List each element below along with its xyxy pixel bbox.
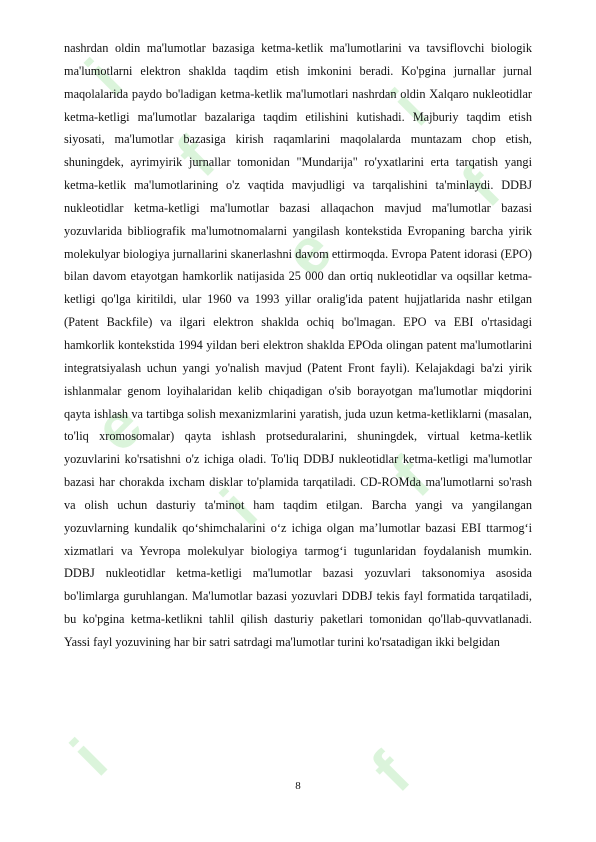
body-text: nashrdan oldin ma'lumotlar bazasiga ketma-ketlik ma'lumotlarini va tavsiflovchi biologik ma'lumotlarni elektron shaklda taqdim etish imkonini beradi. Ko'pgina jurnallar jurnal maqolalarida paydo bo'ladigan ketma-ketlik ma'lumotlari nashrdan oldin Xalqaro nukleotidlar ketma-ketligi ma'lumotlar bazalariga taqdim etilishini kutishadi. Majburiy taqdim etish siyosati, ma'lumotlar bazasiga kirish raqamlarini maqolalarda muntazam chop etish, shuningdek, ayrimyirik jurnallar tomonidan "Mundarija" ro'yxatlarini erta tarqatish yangi ketma-ketlik ma'lumotlarining o'z vaqtida mavjudligi va tarqalishini ta'minlaydi. DDBJ nukleotidlar ketma-ketligi ma'lumotlar bazasi allaqachon mavjud ma'lumotlar bazasi yozuvlarida bibliografik ma'lumotnomalarni yangilash kontekstida Evropaning barcha yirik molekulyar biologiya jurnallarini skanerlashni davom ettirmoqda. Evropa Patent idorasi (EPO) bilan davom etayotgan hamkorlik natijasida 25 000 dan ortiq nukleotidlar va oqsillar ketma-ketligi qo'lga kiritildi, ular 1960 va 1993 yillar oralig'ida patent hujjatlarida nashr etilgan (Patent Backfile) va ilgari elektron shaklda ochiq bo'lmagan. EPO va EBI o'rtasidagi hamkorlik kontekstida 1994 yildan beri elektron shaklda EPOda olingan patent ma'lumotlarini integratsiyalash uchun yangi yo'nalish mavjud (Patent Front fayli). Kelajakdagi ba'zi yirik ishlanmalar genom loyihalaridan kelib chiqadigan o'sib borayotgan ma'lumotlar miqdorini qayta ishlash va tartibga solish mexanizmlarini yaratish, juda uzun ketma-ketliklarni (masalan, to'liq xromosomalar) qayta ishlash protseduralarini, shuningdek, virtual ketma-ketlik yozuvlarini ko'rsatishni o'z ichiga oladi. To'liq DDBJ nukleotidlar ketma-ketligi ma'lumotlar bazasi har chorakda ixcham disklar to'plamida tarqatiladi. CD-ROMda ma'lumotlarni so'rash va olish uchun dasturiy ta'minot ham taqdim etilgan. Barcha yangi va yangilangan yozuvlarning kundalik qo‘shimchalarini o‘z ichiga olgan ma’lumotlar bazasi EBI ttarmog‘i xizmatlari va Yevropa molekulyar biologiya tarmog‘i tugunlaridan foydalanish mumkin. DDBJ nukleotidlar ketma-ketligi ma'lumotlar bazasi yozuvlari taksonomiya asosida bo'limlarga guruhlangan. Ma'lumotlar bazasi yozuvlari DDBJ tekis fayl formatida tarqatiladi, bu ko'pgina ketma-ketlikni tahlil qilish dasturiy paketlari tomonidan qo'llab-quvvatlanadi. Yassi fayl yozuvining har bir satri satrdagi ma'lumotlar turini ko'rsatadigan ikki belgidan — [64, 41, 532, 649]
watermark-mark: e — [269, 213, 346, 291]
watermark-mark: e — [79, 388, 156, 466]
watermark-mark: i — [377, 75, 441, 139]
watermark-mark: f — [357, 739, 424, 805]
watermark-mark: i — [207, 475, 271, 539]
watermark-mark: f — [162, 124, 229, 190]
watermark-mark: f — [447, 154, 514, 220]
watermark-mark: i — [72, 45, 136, 109]
watermark-mark: f — [377, 444, 444, 510]
page-number: 8 — [295, 780, 301, 792]
watermark-mark: i — [57, 725, 121, 789]
